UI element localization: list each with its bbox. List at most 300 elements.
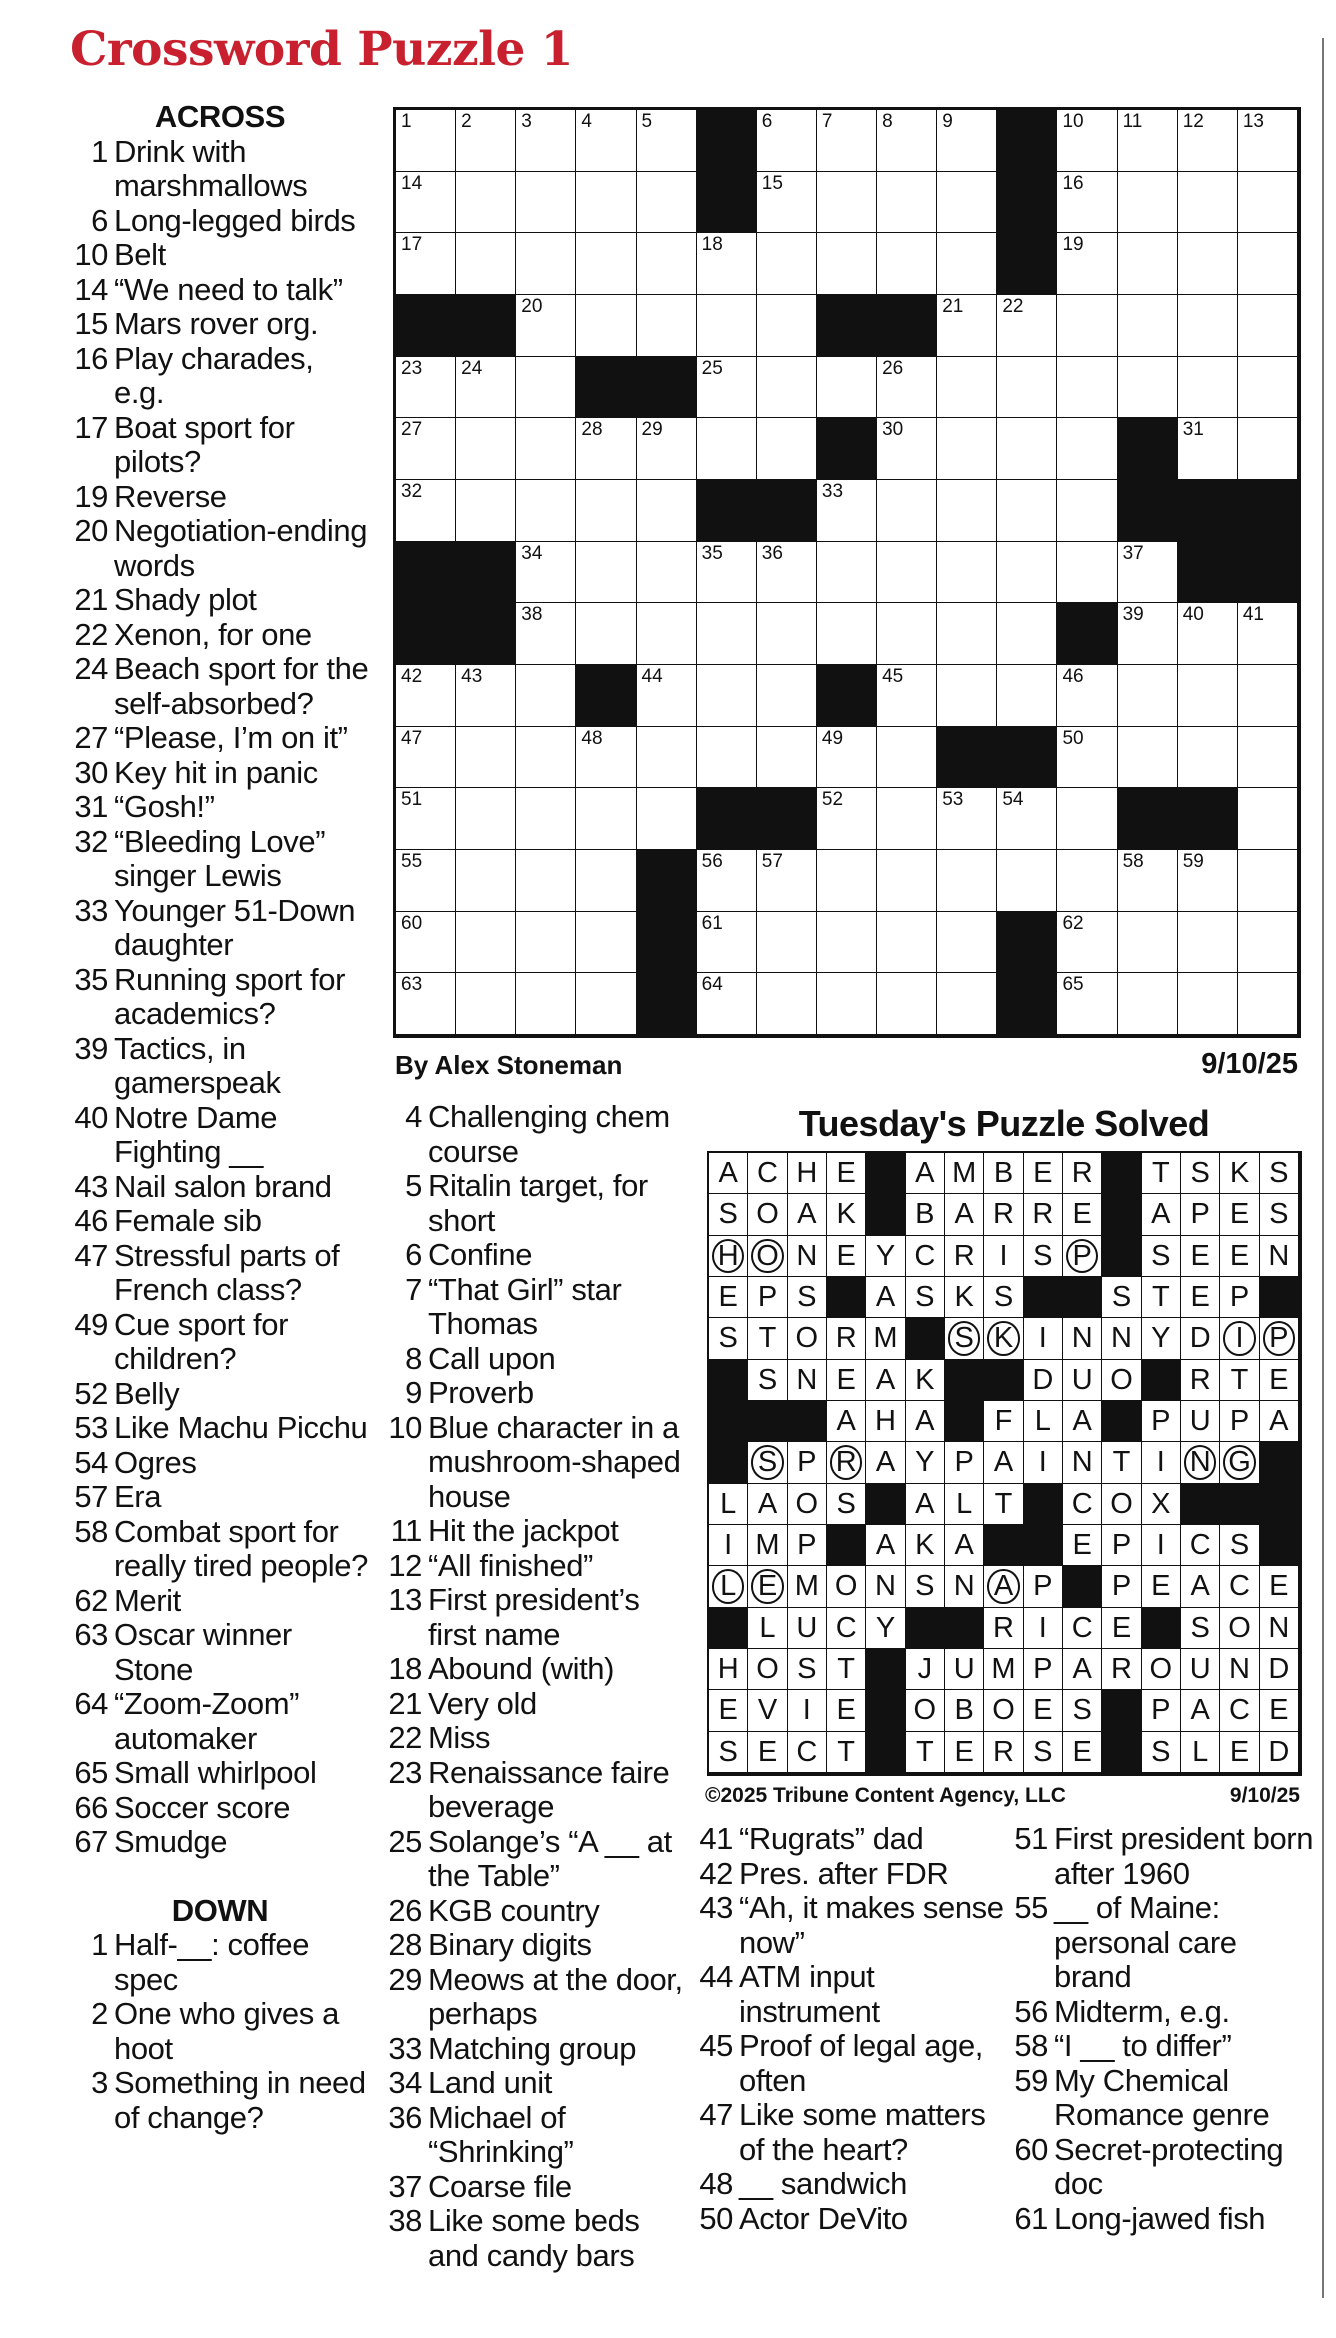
cell-number: 56	[701, 851, 723, 872]
solved-cell	[1142, 1690, 1181, 1731]
solved-letter: I	[724, 1529, 733, 1561]
cell-number: 27	[401, 419, 423, 441]
clue-across-14	[70, 273, 370, 308]
clue-text: Notre Dame Fighting __	[114, 1099, 278, 1169]
solved-letter: K	[915, 1363, 935, 1396]
solved-cell	[788, 1649, 827, 1690]
solved-cell	[827, 1608, 866, 1649]
cell-number: 55	[401, 851, 423, 872]
solved-letter: A	[954, 1198, 974, 1231]
cell-number: 62	[1062, 912, 1084, 934]
black-square	[456, 603, 516, 665]
clue-text: Half-__: coffee spec	[114, 1927, 310, 1997]
solved-black-square	[1063, 1277, 1102, 1318]
clue-down-44	[695, 1960, 1005, 2029]
black-square	[576, 665, 636, 727]
clue-column-4	[1010, 1822, 1315, 2236]
black-square	[997, 233, 1057, 295]
solved-cell	[1181, 1649, 1220, 1690]
solved-cell	[1220, 1732, 1259, 1773]
grid-cell	[697, 973, 757, 1035]
solved-letter: P	[1229, 1281, 1250, 1313]
clue-number: 37	[388, 2168, 422, 2204]
solved-cell	[984, 1649, 1023, 1690]
solved-letter: P	[1229, 1405, 1250, 1437]
solved-letter: A	[875, 1446, 896, 1479]
solved-letter: T	[1151, 1281, 1170, 1313]
cell-number: 65	[1062, 974, 1084, 996]
solved-letter: S	[718, 1322, 738, 1355]
solved-cell	[945, 1732, 984, 1773]
solved-letter: O	[1149, 1653, 1173, 1685]
cell-number: 57	[761, 851, 783, 872]
grid-cell	[877, 912, 937, 974]
solved-cell	[1063, 1153, 1102, 1194]
solved-cell	[709, 1732, 748, 1773]
grid-cell	[1178, 233, 1238, 295]
clue-down-11	[384, 1514, 684, 1549]
solved-letter: U	[1189, 1405, 1211, 1437]
solved-letter: S	[1072, 1694, 1092, 1727]
grid-cell	[937, 603, 997, 665]
clue-number: 33	[388, 2030, 422, 2066]
solved-letter: Y	[1151, 1322, 1171, 1355]
grid-cell	[576, 603, 636, 665]
clue-down-59	[1010, 2064, 1315, 2133]
grid-cell	[576, 542, 636, 604]
solved-letter: E	[1111, 1611, 1132, 1644]
solved-letter: A	[875, 1363, 896, 1396]
solved-letter: R	[835, 1446, 857, 1479]
clue-text: Coarse file	[428, 2168, 572, 2204]
solved-cell	[788, 1442, 827, 1483]
solved-letter: I	[1235, 1322, 1244, 1355]
clue-number: 11	[390, 1513, 422, 1548]
cell-number: 2	[461, 111, 472, 132]
cell-number: 38	[521, 604, 543, 626]
solved-letter: D	[1189, 1322, 1211, 1355]
grid-cell	[757, 603, 817, 665]
clue-number: 22	[388, 1720, 422, 1755]
black-square	[997, 110, 1057, 172]
clue-text: Blue character in a mushroom-shaped house	[428, 1409, 681, 1514]
clue-text: “We need to talk”	[114, 271, 343, 307]
clue-across-40	[70, 1101, 370, 1170]
grid-cell	[937, 788, 997, 850]
clue-down-37	[384, 2170, 684, 2205]
solved-cell	[1260, 1360, 1299, 1401]
solved-cell	[866, 1236, 905, 1277]
solved-letter: T	[1151, 1157, 1170, 1189]
grid-cell	[1178, 172, 1238, 234]
grid-cell	[1118, 665, 1178, 727]
clue-number: 45	[699, 2028, 733, 2063]
clue-number: 38	[388, 2203, 422, 2238]
cell-number: 15	[761, 172, 783, 194]
grid-cell	[817, 110, 877, 172]
cell-number: 60	[401, 912, 423, 934]
solved-black-square	[1260, 1277, 1299, 1318]
clue-number: 24	[74, 651, 108, 686]
black-square	[1118, 480, 1178, 542]
cell-number: 36	[761, 542, 783, 564]
clue-across-64	[70, 1687, 370, 1756]
grid-cell	[576, 850, 636, 912]
cell-number: 11	[1122, 111, 1143, 132]
solved-letter: K	[993, 1322, 1014, 1355]
clue-text: Actor DeVito	[739, 2200, 908, 2236]
grid-cell	[637, 418, 697, 480]
black-square	[637, 973, 697, 1035]
clue-text: Nail salon brand	[114, 1168, 332, 1204]
black-square	[817, 295, 877, 357]
grid-cell	[456, 665, 516, 727]
solved-letter: K	[915, 1529, 935, 1561]
grid-cell	[516, 480, 576, 542]
clue-down-43	[695, 1891, 1005, 1960]
byline: By Alex Stoneman	[395, 1050, 623, 1080]
solved-cell	[1260, 1649, 1299, 1690]
black-square	[1238, 542, 1298, 604]
solved-letter: I	[1038, 1446, 1047, 1479]
grid-cell	[1178, 665, 1238, 727]
solved-letter: C	[757, 1157, 778, 1189]
cell-number: 20	[521, 296, 543, 317]
clue-down-6	[384, 1238, 684, 1273]
clue-across-62	[70, 1584, 370, 1619]
solved-black-square	[709, 1401, 748, 1442]
solved-cell	[984, 1401, 1023, 1442]
solved-cell	[1024, 1401, 1063, 1442]
solved-cell	[748, 1153, 787, 1194]
clue-text: Running sport for academics?	[114, 961, 345, 1031]
grid-cell	[937, 110, 997, 172]
clue-down-28	[384, 1928, 684, 1963]
solved-cell	[788, 1732, 827, 1773]
clue-down-45	[695, 2029, 1005, 2098]
solved-letter: I	[1156, 1446, 1165, 1479]
grid-cell	[757, 295, 817, 357]
solved-cell	[1181, 1608, 1220, 1649]
solved-cell	[866, 1401, 905, 1442]
grid-cell	[937, 233, 997, 295]
grid-cell	[1238, 603, 1298, 665]
clue-across-1	[70, 135, 370, 204]
solved-cell	[984, 1566, 1023, 1607]
clue-number: 27	[74, 720, 108, 755]
clue-text: Xenon, for one	[114, 616, 312, 652]
solved-cell	[1260, 1732, 1299, 1773]
solved-letter: O	[795, 1487, 819, 1520]
clue-text: Binary digits	[428, 1927, 592, 1962]
cell-number: 31	[1182, 419, 1204, 441]
copyright: ©2025 Tribune Content Agency, LLC	[705, 1784, 1066, 1807]
clue-down-55	[1010, 1891, 1315, 1995]
solved-cell	[709, 1277, 748, 1318]
solved-letter: P	[1033, 1570, 1053, 1603]
solved-letter: F	[994, 1405, 1013, 1437]
clue-down-23	[384, 1756, 684, 1825]
solved-black-square	[1102, 1236, 1141, 1277]
clue-down-41	[695, 1822, 1005, 1857]
solved-cell	[709, 1690, 748, 1731]
solved-black-square	[1260, 1484, 1299, 1525]
grid-cell	[1118, 727, 1178, 789]
clue-number: 61	[1014, 2200, 1048, 2236]
grid-cell	[396, 110, 456, 172]
clue-text: Negotiation-ending words	[114, 513, 368, 583]
vertical-rule	[1322, 38, 1324, 2298]
puzzle-date: 9/10/25	[1201, 1048, 1298, 1080]
clue-number: 10	[74, 237, 108, 272]
solved-black-square	[827, 1277, 866, 1318]
grid-cell	[757, 850, 817, 912]
clue-number: 54	[74, 1444, 108, 1480]
clue-number: 43	[699, 1890, 733, 1925]
solved-black-square	[1102, 1732, 1141, 1773]
solved-letter: R	[1189, 1363, 1211, 1396]
black-square	[1238, 480, 1298, 542]
black-square	[396, 295, 456, 357]
clue-column-3	[695, 1822, 1005, 2236]
solved-cell	[1260, 1608, 1299, 1649]
solved-cell	[1181, 1318, 1220, 1359]
black-square	[1118, 418, 1178, 480]
cell-number: 29	[641, 419, 663, 441]
grid-cell	[516, 665, 576, 727]
solved-cell	[906, 1277, 945, 1318]
cell-number: 25	[701, 357, 723, 379]
grid-cell	[576, 233, 636, 295]
solved-cell	[788, 1236, 827, 1277]
grid-cell	[456, 973, 516, 1035]
clue-number: 64	[74, 1686, 108, 1721]
solved-letter: O	[756, 1653, 779, 1685]
solved-cell	[1181, 1690, 1220, 1731]
grid-cell	[456, 480, 516, 542]
solved-letter: H	[717, 1239, 739, 1272]
solved-cell	[1181, 1401, 1220, 1442]
grid-cell	[637, 788, 697, 850]
clue-number: 4	[405, 1099, 422, 1134]
clue-text: Solange’s “A __ at the Table”	[428, 1823, 672, 1893]
grid-cell	[937, 480, 997, 542]
clue-number: 31	[74, 789, 108, 824]
grid-cell	[396, 480, 456, 542]
clue-text: Matching group	[428, 2030, 637, 2066]
solved-letter: S	[1190, 1157, 1210, 1189]
solved-cell	[788, 1608, 827, 1649]
clue-down-7	[384, 1273, 684, 1342]
grid-cell	[817, 542, 877, 604]
clue-number: 28	[388, 1927, 422, 1962]
solved-letter: L	[1192, 1735, 1209, 1768]
solved-cell	[906, 1194, 945, 1235]
solved-letter: E	[1269, 1363, 1289, 1396]
solved-black-square	[1102, 1401, 1141, 1442]
solved-letter: P	[1151, 1694, 1171, 1727]
grid-cell	[1238, 665, 1298, 727]
cell-number: 53	[942, 789, 964, 811]
cell-number: 7	[821, 111, 833, 132]
solved-letter: N	[1268, 1239, 1290, 1272]
grid-cell	[937, 665, 997, 727]
clue-across-54	[70, 1446, 370, 1481]
solved-cell	[1220, 1566, 1259, 1607]
solved-cell	[788, 1360, 827, 1401]
solved-letter: S	[915, 1570, 935, 1603]
solved-cell	[1063, 1732, 1102, 1773]
solved-cell	[748, 1525, 787, 1566]
black-square	[576, 357, 636, 419]
solved-cell	[1142, 1732, 1181, 1773]
cell-number: 32	[401, 481, 423, 502]
grid-cell	[877, 665, 937, 727]
cell-number: 52	[821, 789, 844, 811]
black-square	[456, 295, 516, 357]
cell-number: 43	[461, 666, 483, 687]
clue-number: 9	[405, 1375, 422, 1410]
cell-number: 54	[1002, 789, 1024, 811]
grid-cell	[576, 172, 636, 234]
clue-across-47	[70, 1239, 370, 1308]
solved-cell	[1024, 1690, 1063, 1731]
clue-text: Younger 51-Down daughter	[114, 892, 356, 962]
clue-number: 56	[1014, 1993, 1048, 2029]
solved-letter: S	[797, 1653, 817, 1685]
clue-across-52	[70, 1377, 370, 1412]
grid-cell	[1178, 850, 1238, 912]
clue-number: 10	[388, 1409, 422, 1445]
grid-cell	[576, 110, 636, 172]
solved-black-square	[945, 1360, 984, 1401]
black-square	[817, 665, 877, 727]
clue-text: “Ah, it makes sense now”	[739, 1890, 1004, 1960]
clue-across-57	[70, 1480, 370, 1515]
solved-letter: A	[757, 1487, 778, 1520]
solved-letter: E	[1072, 1735, 1092, 1768]
clue-down-2	[70, 1997, 370, 2066]
solved-letter: O	[1110, 1363, 1133, 1396]
clue-text: Abound (with)	[428, 1651, 615, 1686]
clue-text: Renaissance faire beverage	[428, 1754, 670, 1824]
clue-down-8	[384, 1342, 684, 1377]
clue-across-65	[70, 1756, 370, 1791]
solved-black-square	[788, 1401, 827, 1442]
cell-number: 44	[641, 666, 663, 687]
solved-letter: T	[1112, 1446, 1131, 1479]
solved-letter: E	[1229, 1239, 1250, 1272]
solved-letter: U	[953, 1653, 975, 1685]
clue-number: 58	[74, 1513, 108, 1549]
solved-cell	[1024, 1236, 1063, 1277]
solved-cell	[1142, 1236, 1181, 1277]
solved-cell	[748, 1236, 787, 1277]
grid-cell	[937, 418, 997, 480]
cell-number: 34	[521, 542, 543, 564]
solved-letter: S	[954, 1322, 974, 1355]
solved-letter: O	[1228, 1611, 1251, 1644]
solved-cell	[1024, 1318, 1063, 1359]
solved-cell	[984, 1318, 1023, 1359]
solved-cell	[1063, 1442, 1102, 1483]
solved-cell	[748, 1649, 787, 1690]
clue-text: Very old	[428, 1685, 537, 1721]
grid-cell	[576, 788, 636, 850]
cell-number: 47	[401, 727, 423, 749]
clue-down-33	[384, 2032, 684, 2067]
clue-across-46	[70, 1204, 370, 1239]
solved-letter: T	[837, 1735, 856, 1768]
clue-number: 6	[91, 202, 108, 238]
solved-letter: D	[1268, 1653, 1290, 1685]
crossword-grid	[393, 107, 1301, 1038]
grid-cell	[877, 233, 937, 295]
solved-letter: Y	[875, 1611, 896, 1644]
clue-across-15	[70, 307, 370, 342]
solved-letter: P	[757, 1281, 778, 1313]
clue-text: Beach sport for the self-absorbed?	[114, 651, 369, 721]
solved-letter: N	[1071, 1446, 1093, 1479]
clue-text: __ sandwich	[739, 2166, 907, 2201]
grid-cell	[757, 357, 817, 419]
cell-number: 9	[942, 111, 953, 132]
solved-letter: H	[717, 1653, 739, 1685]
black-square	[757, 788, 817, 850]
clue-number: 25	[388, 1823, 422, 1859]
grid-cell	[1057, 727, 1117, 789]
solved-letter: L	[720, 1487, 737, 1520]
solved-letter: J	[917, 1653, 933, 1685]
grid-cell	[697, 542, 757, 604]
solved-cell	[1181, 1566, 1220, 1607]
grid-cell	[1118, 357, 1178, 419]
solved-cell	[827, 1153, 866, 1194]
clue-across-58	[70, 1515, 370, 1584]
solved-cell	[748, 1360, 787, 1401]
solved-letter: A	[718, 1157, 738, 1189]
solved-cell	[945, 1649, 984, 1690]
clue-text: “Zoom-Zoom” automaker	[114, 1686, 300, 1756]
solved-letter: B	[915, 1198, 935, 1231]
solved-cell	[984, 1153, 1023, 1194]
cell-number: 22	[1002, 296, 1024, 317]
solved-letter: A	[915, 1157, 935, 1189]
clue-number: 30	[74, 754, 108, 790]
solved-letter: R	[835, 1322, 857, 1355]
solved-cell	[1142, 1318, 1181, 1359]
solved-letter: E	[836, 1157, 856, 1189]
clue-text: Smudge	[114, 1824, 228, 1859]
solved-black-square	[1142, 1608, 1181, 1649]
solved-letter: S	[1033, 1735, 1053, 1768]
grid-cell	[1178, 727, 1238, 789]
solved-letter: P	[797, 1446, 817, 1479]
grid-cell	[637, 295, 697, 357]
solved-cell	[866, 1277, 905, 1318]
black-square	[396, 542, 456, 604]
solved-cell	[984, 1442, 1023, 1483]
solved-cell	[1063, 1484, 1102, 1525]
solved-letter: S	[718, 1735, 738, 1768]
clue-number: 1	[91, 1927, 108, 1962]
solved-letter: A	[915, 1487, 935, 1520]
grid-cell	[877, 172, 937, 234]
solved-letter: O	[992, 1694, 1015, 1727]
solved-letter: N	[1189, 1446, 1211, 1479]
cell-number: 41	[1242, 604, 1264, 626]
clue-number: 43	[74, 1168, 108, 1204]
